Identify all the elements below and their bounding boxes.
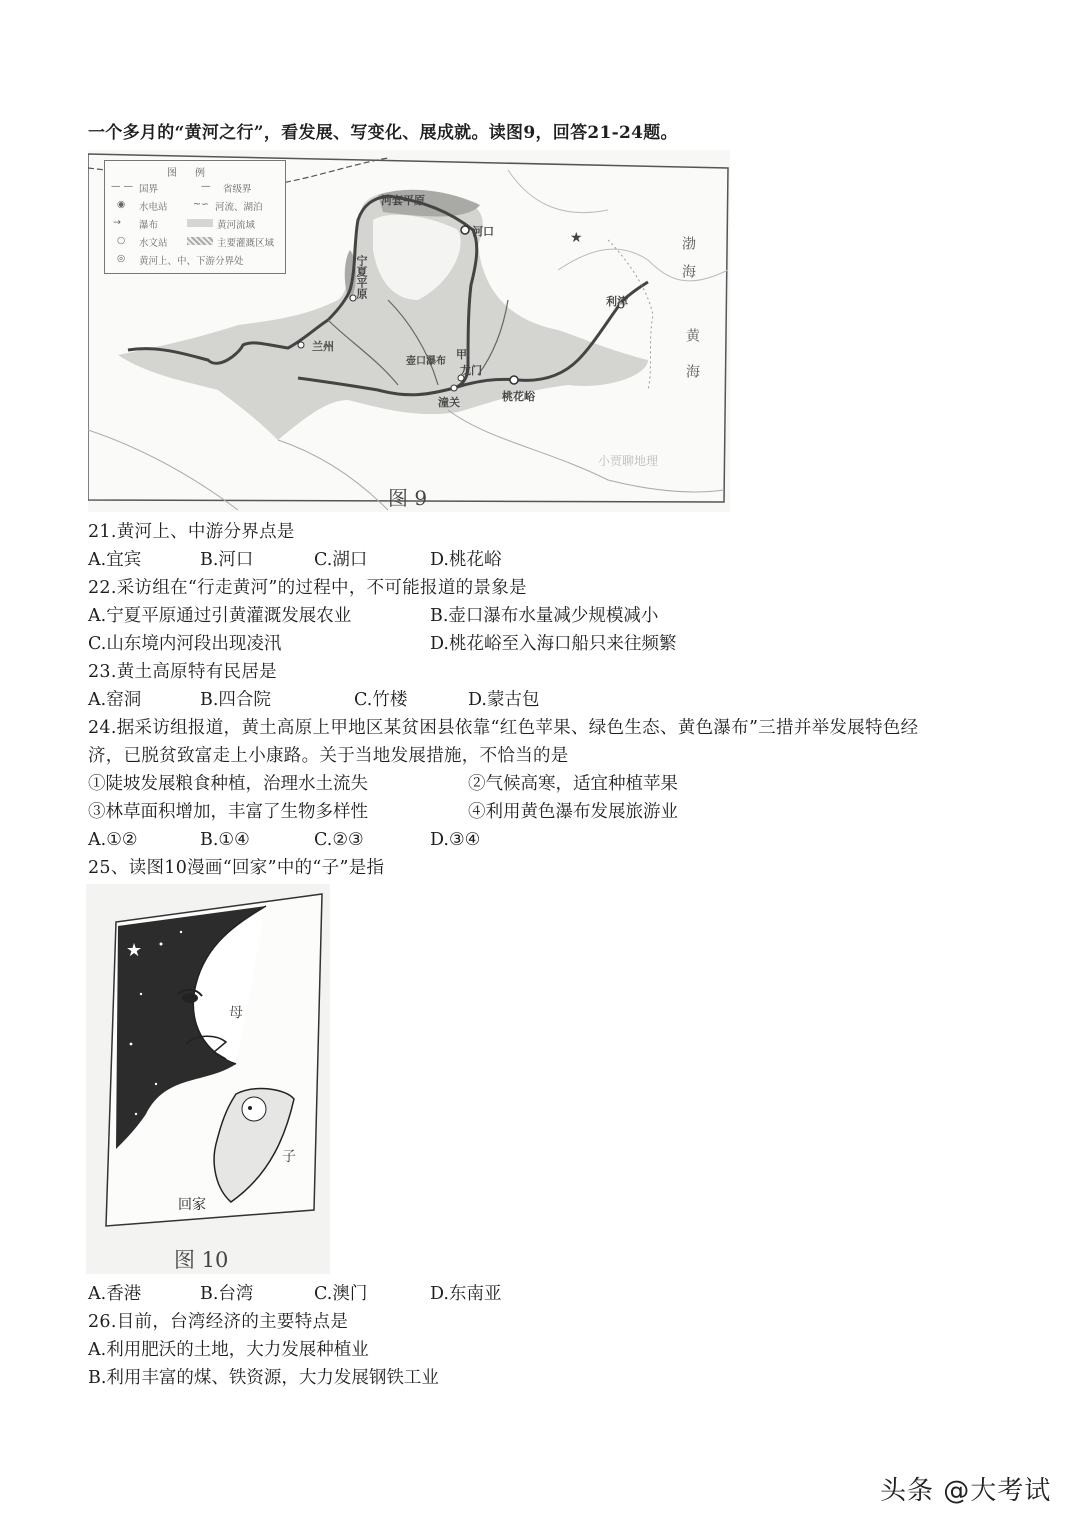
figure-9-caption: 图 9 xyxy=(388,486,428,510)
cartoon-homecoming-graphic xyxy=(86,884,330,1274)
question-26-stem: 26.目前，台湾经济的主要特点是 xyxy=(88,1312,349,1332)
legend-label: 水电站 xyxy=(139,202,168,213)
svg-text:★: ★ xyxy=(126,940,143,961)
figure-10-cartoon xyxy=(86,884,330,1274)
map-watermark: 小贾聊地理 xyxy=(598,454,659,468)
q24-statement-1: ①陡坡发展粮食种植，治理水土流失 xyxy=(88,774,368,794)
river-lake-icon: ~∽ xyxy=(193,199,209,210)
label-jia: 甲 xyxy=(456,348,467,361)
q22-option-b[interactable]: B.壶口瀑布水量减少规模减小 xyxy=(430,606,659,626)
intro-text: 一个多月的“黄河之行”，看发展、写变化、展成就。读图9，回答21-24题。 xyxy=(88,123,678,143)
label-tongguan: 潼关 xyxy=(438,396,460,409)
q22-option-c[interactable]: C.山东境内河段出现凌汛 xyxy=(88,634,282,654)
basin-fill-icon xyxy=(187,219,213,227)
svg-text:★: ★ xyxy=(570,230,583,246)
question-24-stem-line1: 24.据采访组报道，黄土高原上甲地区某贫困县依靠“红色苹果、绿色生态、黄色瀑布”三措并举发展特色经 xyxy=(88,718,919,738)
waterfall-icon: → xyxy=(113,217,121,228)
q21-option-b[interactable]: B.河口 xyxy=(200,550,254,570)
question-21-stem: 21.黄河上、中游分界点是 xyxy=(88,522,295,542)
q21-option-a[interactable]: A.宜宾 xyxy=(88,550,142,570)
source-watermark: 头条 @大考试 xyxy=(880,1476,1052,1506)
label-lanzhou: 兰州 xyxy=(312,340,334,353)
q26-option-b[interactable]: B.利用丰富的煤、铁资源，大力发展钢铁工业 xyxy=(88,1368,439,1388)
label-hetao-plain: 河套平原 xyxy=(381,194,425,207)
legend-label: 国界 xyxy=(139,184,159,195)
q25-option-a[interactable]: A.香港 xyxy=(88,1284,142,1304)
map-legend xyxy=(104,160,286,274)
label-mother: 母 xyxy=(229,1005,243,1021)
legend-label: 省级界 xyxy=(223,184,252,195)
question-25-stem: 25、读图10漫画“回家”中的“子”是指 xyxy=(88,858,385,878)
legend-label: 黄河流域 xyxy=(217,220,256,231)
label-bohai-sea: 渤海 xyxy=(680,236,696,292)
question-23-stem: 23.黄土高原特有民居是 xyxy=(88,662,277,682)
legend-province-border-icon: — xyxy=(201,181,211,192)
q24-option-c[interactable]: C.②③ xyxy=(314,830,364,850)
q23-option-d[interactable]: D.蒙古包 xyxy=(468,690,540,710)
legend-label: 主要灌溉区域 xyxy=(217,238,275,249)
label-child: 子 xyxy=(282,1149,296,1165)
legend-title: 图例 xyxy=(167,168,223,179)
q25-option-d[interactable]: D.东南亚 xyxy=(430,1284,502,1304)
hydropower-dot-icon: ◉ xyxy=(117,199,126,210)
q22-option-d[interactable]: D.桃花峪至入海口船只来往频繁 xyxy=(430,634,677,654)
question-24-stem-line2: 济，已脱贫致富走上小康路。关于当地发展措施，不恰当的是 xyxy=(88,746,569,766)
label-hekou: 河口 xyxy=(472,225,494,238)
label-yellow-sea: 黄海 xyxy=(684,328,700,400)
q25-option-b[interactable]: B.台湾 xyxy=(200,1284,254,1304)
figure-10-caption: 图 10 xyxy=(174,1248,229,1272)
label-taohuayu: 桃花峪 xyxy=(502,390,535,403)
legend-label: 瀑布 xyxy=(139,220,159,231)
q24-statement-3: ③林草面积增加，丰富了生物多样性 xyxy=(88,802,368,822)
q23-option-a[interactable]: A.窑洞 xyxy=(88,690,142,710)
q25-option-c[interactable]: C.澳门 xyxy=(314,1284,368,1304)
q24-statement-4: ④利用黄色瀑布发展旅游业 xyxy=(468,802,678,822)
cartoon-title: 回家 xyxy=(178,1197,206,1213)
label-lijin: 利津 xyxy=(606,295,628,308)
q24-option-d[interactable]: D.③④ xyxy=(430,830,481,850)
legend-label: 水文站 xyxy=(139,238,168,249)
q26-option-a[interactable]: A.利用肥沃的土地，大力发展种植业 xyxy=(88,1340,369,1360)
legend-label: 黄河上、中、下游分界处 xyxy=(139,256,244,267)
legend-national-border-icon: — — xyxy=(111,181,134,192)
q21-option-d[interactable]: D.桃花峪 xyxy=(430,550,502,570)
question-22-stem: 22.采访组在“行走黄河”的过程中，不可能报道的景象是 xyxy=(88,578,527,598)
hydrological-station-icon: ○ xyxy=(117,235,126,246)
irrigation-hatch-icon xyxy=(187,237,213,245)
label-hukou-waterfall: 壶口瀑布 xyxy=(406,356,446,367)
q23-option-c[interactable]: C.竹楼 xyxy=(354,690,408,710)
q21-option-c[interactable]: C.湖口 xyxy=(314,550,368,570)
label-longmen: 龙门 xyxy=(460,364,482,377)
label-ningxia-plain: 宁夏平原 xyxy=(355,255,368,299)
legend-label: 河流、湖泊 xyxy=(215,202,263,213)
boundary-point-icon: ◎ xyxy=(117,253,126,264)
q24-option-b[interactable]: B.①④ xyxy=(200,830,250,850)
q24-statement-2: ②气候高寒，适宜种植苹果 xyxy=(468,774,678,794)
q23-option-b[interactable]: B.四合院 xyxy=(200,690,271,710)
q22-option-a[interactable]: A.宁夏平原通过引黄灌溉发展农业 xyxy=(88,606,352,626)
q24-option-a[interactable]: A.①② xyxy=(88,830,138,850)
